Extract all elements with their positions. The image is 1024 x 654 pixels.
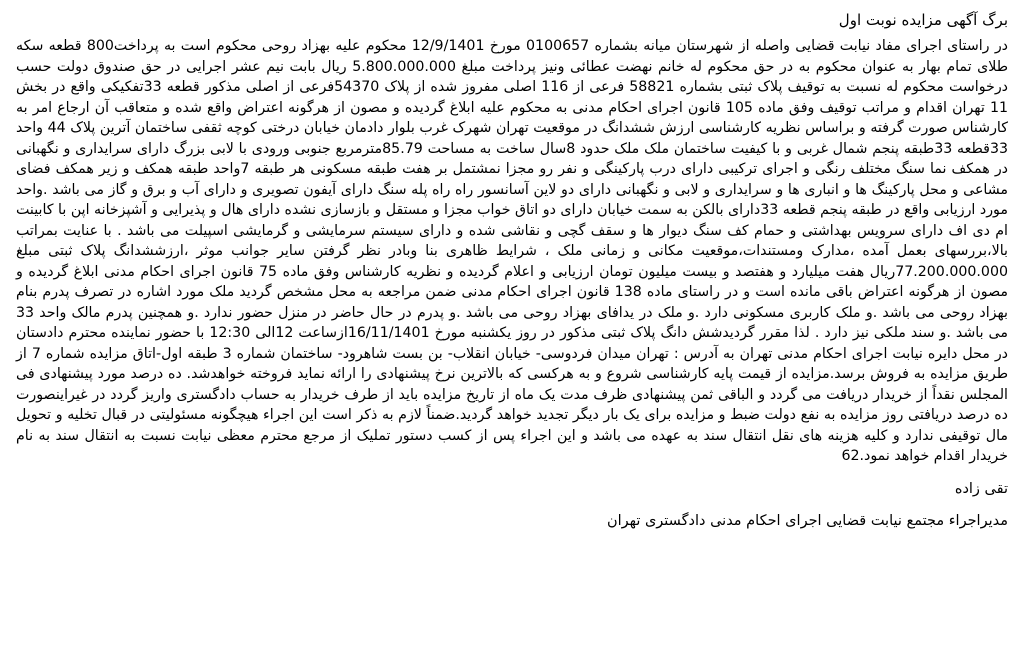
- notice-title: برگ آگهی مزایده نوبت اول: [838, 11, 1008, 29]
- notice-body: در راستای اجرای مفاد نیابت قضایی واصله از شهرستان میانه بشماره 0100657 مورخ 12/9/1401 محکوم علیه بهزاد روحی محکوم است به پرداخت800 قطعه سکه طلای تمام بهار به عنوان محکوم به در حق محکوم له خانم نهضت عطائی ونیز پرداخت مبلغ 5.800.000.000 ریال بابت نیم عشر اجرایی در حق صندوق دولت حسب درخواست محکوم له نسبت به توقیف پلاک ثبتی بشماره 58821 فرعی از 116 اصلی مفروز شده از پلاک 54370فرعی از اصلی مذکور قطعه 33تفکیکی واقع در بخش 11 تهران اقدام و مراتب توقیف وفق ماده 105 قانون اجرای احکام مدنی به محکوم علیه ابلاغ گردیده و مصون از هرگونه اعتراض واقع شده و متعاقب آن ارجاع امر به کارشناس صورت گرفته و براساس نظریه کارشناسی ارزش ششدانگ در موقعیت تهران شهرک غرب بلوار دادمان خیابان درختی کوچه ثقفی ساختمان آترین پلاک 44 واحد 33قطعه 33طبقه پنجم شمال غربی و با کیفیت ساختمان ملک ملک حدود 8سال ساخت به مساحت 85.79مترمربع جنوبی ورودی با لابی بزرگ دارای سرایداری و نگهبانی در همکف نما سنگ مختلف رنگی و اجرای ترکیبی دارای درب پارکینگی و نفر رو مجزا نمشتمل بر هفت طبقه مسکونی هر طبقه 7واحد طبقه همکف و زیر همکف فضای مشاعی و محل پارکینگ ها و انباری ها و سرایداری و لابی و نگهبانی دارای دو لاین آسانسور راه راه پله سنگ دارای آیفون تصویری و دارای آب و برق و گاز می باشد .واحد مورد ارزیابی واقع در طبقه پنجم قطعه 33دارای بالکن به سمت خیابان دارای دو اتاق خواب مجزا و مستقل و بازسازی نشده دارای هال و پذیرایی و آشپزخانه اپن با کابینت ام دی اف دارای سرویس بهداشتی و حمام کف سنگ دیوار ها و سقف گچی و نقاشی شده و دارای سیستم سرمایشی و گرمایشی اسپیلت می باشد . با عنایت بمراتب بالا،بررسهای بعمل آمده ،مدارک ومستندات،موقعیت مکانی و زمانی ملک ، شرایط ظاهری بنا وبادر نظر گرفتن سایر جوانب موثر ،ارزششدانگ پلاک ثبتی مبلغ 77.200.000.000ریال هفت میلیارد و هفتصد و بیست میلیون تومان ارزیابی و اعلام گردیده و نظریه کارشناس وفق ماده 75 قانون اجرای احکام مدنی ابلاغ گردیده و مصون از هرگونه اعتراض باقی مانده است و در راستای ماده 138 قانون اجرای احکام مدنی ضمن مراجعه به محل مشخص گردید ملک مورد اشاره در تصرف پدرم بنام بهزاد روحی می باشد .و ملک کاربری مسکونی دارد .و ملک در یدافای بهزاد روحی می باشد .و پدرم در حال حاضر در منزل حضور ندارد .و همچنین پدرم مالک واحد 33 می باشد .و سند ملکی نیز دارد . لذا مقرر گردیدشش دانگ پلاک ثبتی مذکور در روز یکشنبه مورخ 16/11/1401ازساعت 12الی 12:30 با حضور نماینده محترم دادستان در محل دایره نیابت اجرای احکام مدنی تهران به آدرس : تهران میدان فردوسی- خیابان انقلاب- بن بست شاهرود- ساختمان شماره 3 طبقه اول-اتاق مزایده شماره 7 از طریق مزایده به فروش برسد.مزایده از قیمت پایه کارشناسی شروع و به هرکسی که بالاترین نرخ پیشنهادی را ارائه نماید فروخته خواهدشد. ده درصد مورد پیشنهادی فی المجلس نقداً از خریدار دریافت می گردد و الباقی ثمن پیشنهادی ظرف مدت یک ماه از تاریخ مزایده باید از طرف خریدار به حساب دادگستری واریز گردد در غیراینصورت ده درصد دریافتی روز مزایده به نفع دولت ضبط و مزایده برای یک بار دیگر تجدید خواهد گردید.ضمناً لازم به ذکر است این اجراء هیچگونه مسئولیتی در قبال تخلیه و تحویل مال توقیفی ندارد و کلیه هزینه های نقل انتقال سند به عهده می باشد و این اجراء پس از کسب دستور تملیک از مرجع محترم معظی نیابت نسبت به انتقال سند به نام خریدار اقدام خواهد نمود.62: [16, 38, 1009, 464]
- signer-name: تقی زاده: [954, 480, 1008, 497]
- issuing-office: مدیراجراء مجتمع نیابت قضایی اجرای احکام مدنی دادگستری تهران: [606, 512, 1008, 529]
